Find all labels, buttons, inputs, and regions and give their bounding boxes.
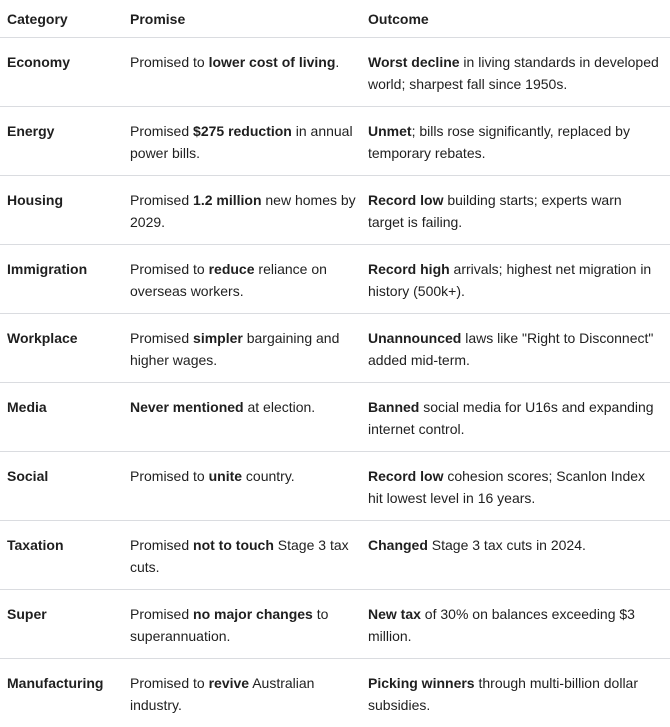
outcome-highlight: Changed	[368, 537, 428, 553]
category-label: Super	[7, 606, 47, 622]
promise-post: Stage 3 tax cuts.	[130, 537, 349, 575]
promise-cell	[130, 314, 368, 383]
category-cell	[0, 176, 130, 245]
promise-post: Australian industry.	[130, 675, 314, 713]
promise-post: new homes by 2029.	[130, 192, 356, 230]
promise-post: bargaining and higher wages.	[130, 330, 339, 368]
category-label: Workplace	[7, 330, 78, 346]
promise-cell	[130, 383, 368, 452]
category-label: Economy	[7, 54, 70, 70]
promise-pre: Promised to	[130, 54, 209, 70]
category-cell	[0, 245, 130, 314]
outcome-post: Stage 3 tax cuts in 2024.	[428, 537, 586, 553]
promise-cell	[130, 107, 368, 176]
promise-cell	[130, 590, 368, 659]
promise-post: .	[335, 54, 339, 70]
outcome-cell	[368, 245, 670, 314]
outcome-post: laws like "Right to Disconnect" added mid-term.	[368, 330, 653, 368]
category-cell	[0, 659, 130, 727]
promise-post: at election.	[244, 399, 316, 415]
table-row	[0, 38, 670, 107]
table-row	[0, 452, 670, 521]
outcome-post: building starts; experts warn target is failing.	[368, 192, 622, 230]
table-row	[0, 245, 670, 314]
outcome-highlight: Unannounced	[368, 330, 461, 346]
category-cell	[0, 521, 130, 590]
promise-pre: Promised	[130, 606, 193, 622]
category-cell	[0, 38, 130, 107]
promise-highlight: unite	[209, 468, 242, 484]
outcome-highlight: Record high	[368, 261, 450, 277]
outcome-cell	[368, 659, 670, 727]
category-label: Social	[7, 468, 48, 484]
category-cell	[0, 590, 130, 659]
table-row	[0, 383, 670, 452]
promise-cell	[130, 245, 368, 314]
outcome-post: through multi-billion dollar subsidies.	[368, 675, 638, 713]
promise-post: in annual power bills.	[130, 123, 353, 161]
category-cell	[0, 452, 130, 521]
outcome-highlight: Record low	[368, 192, 443, 208]
outcome-highlight: Unmet	[368, 123, 412, 139]
header-category: Category	[0, 0, 130, 38]
outcome-highlight: New tax	[368, 606, 421, 622]
promise-cell	[130, 521, 368, 590]
outcome-post: social media for U16s and expanding internet control.	[368, 399, 654, 437]
promise-post: to superannuation.	[130, 606, 328, 644]
table-row	[0, 176, 670, 245]
promise-pre: Promised to	[130, 675, 209, 691]
table-row	[0, 314, 670, 383]
category-label: Taxation	[7, 537, 64, 553]
header-promise: Promise	[130, 0, 368, 38]
outcome-cell	[368, 590, 670, 659]
category-label: Manufacturing	[7, 675, 103, 691]
outcome-post: in living standards in developed world; sharpest fall since 1950s.	[368, 54, 659, 92]
category-label: Media	[7, 399, 47, 415]
header-outcome: Outcome	[368, 0, 670, 38]
promise-highlight: simpler	[193, 330, 243, 346]
outcome-cell	[368, 176, 670, 245]
table-row	[0, 107, 670, 176]
promise-cell	[130, 452, 368, 521]
outcome-post: of 30% on balances exceeding $3 million.	[368, 606, 635, 644]
table-row	[0, 659, 670, 727]
promise-pre: Promised to	[130, 468, 209, 484]
promise-pre: Promised	[130, 192, 193, 208]
promise-cell	[130, 176, 368, 245]
outcome-post: ; bills rose significantly, replaced by temporary rebates.	[368, 123, 630, 161]
outcome-highlight: Record low	[368, 468, 443, 484]
outcome-cell	[368, 314, 670, 383]
outcome-cell	[368, 452, 670, 521]
promise-cell	[130, 659, 368, 727]
outcome-highlight: Worst decline	[368, 54, 460, 70]
outcome-cell	[368, 383, 670, 452]
outcome-cell	[368, 521, 670, 590]
category-cell	[0, 314, 130, 383]
promise-highlight: lower cost of living	[209, 54, 336, 70]
outcome-cell	[368, 107, 670, 176]
outcome-highlight: Picking winners	[368, 675, 475, 691]
promise-post: country.	[242, 468, 295, 484]
table-header-row	[0, 0, 670, 38]
category-label: Housing	[7, 192, 63, 208]
promise-highlight: Never mentioned	[130, 399, 244, 415]
category-label: Energy	[7, 123, 54, 139]
promise-pre: Promised	[130, 123, 193, 139]
promise-highlight: $275 reduction	[193, 123, 292, 139]
promise-highlight: 1.2 million	[193, 192, 261, 208]
promise-highlight: revive	[209, 675, 249, 691]
category-cell	[0, 107, 130, 176]
outcome-cell	[368, 38, 670, 107]
table-row	[0, 521, 670, 590]
table-row	[0, 590, 670, 659]
promise-highlight: reduce	[209, 261, 255, 277]
promise-cell	[130, 38, 368, 107]
promise-pre: Promised	[130, 537, 193, 553]
promise-highlight: not to touch	[193, 537, 274, 553]
outcome-highlight: Banned	[368, 399, 419, 415]
outcome-post: arrivals; highest net migration in history (500k+).	[368, 261, 651, 299]
promise-post: reliance on overseas workers.	[130, 261, 327, 299]
promise-pre: Promised	[130, 330, 193, 346]
promise-pre: Promised to	[130, 261, 209, 277]
category-label: Immigration	[7, 261, 87, 277]
outcome-post: cohesion scores; Scanlon Index hit lowest level in 16 years.	[368, 468, 645, 506]
category-cell	[0, 383, 130, 452]
promise-highlight: no major changes	[193, 606, 313, 622]
